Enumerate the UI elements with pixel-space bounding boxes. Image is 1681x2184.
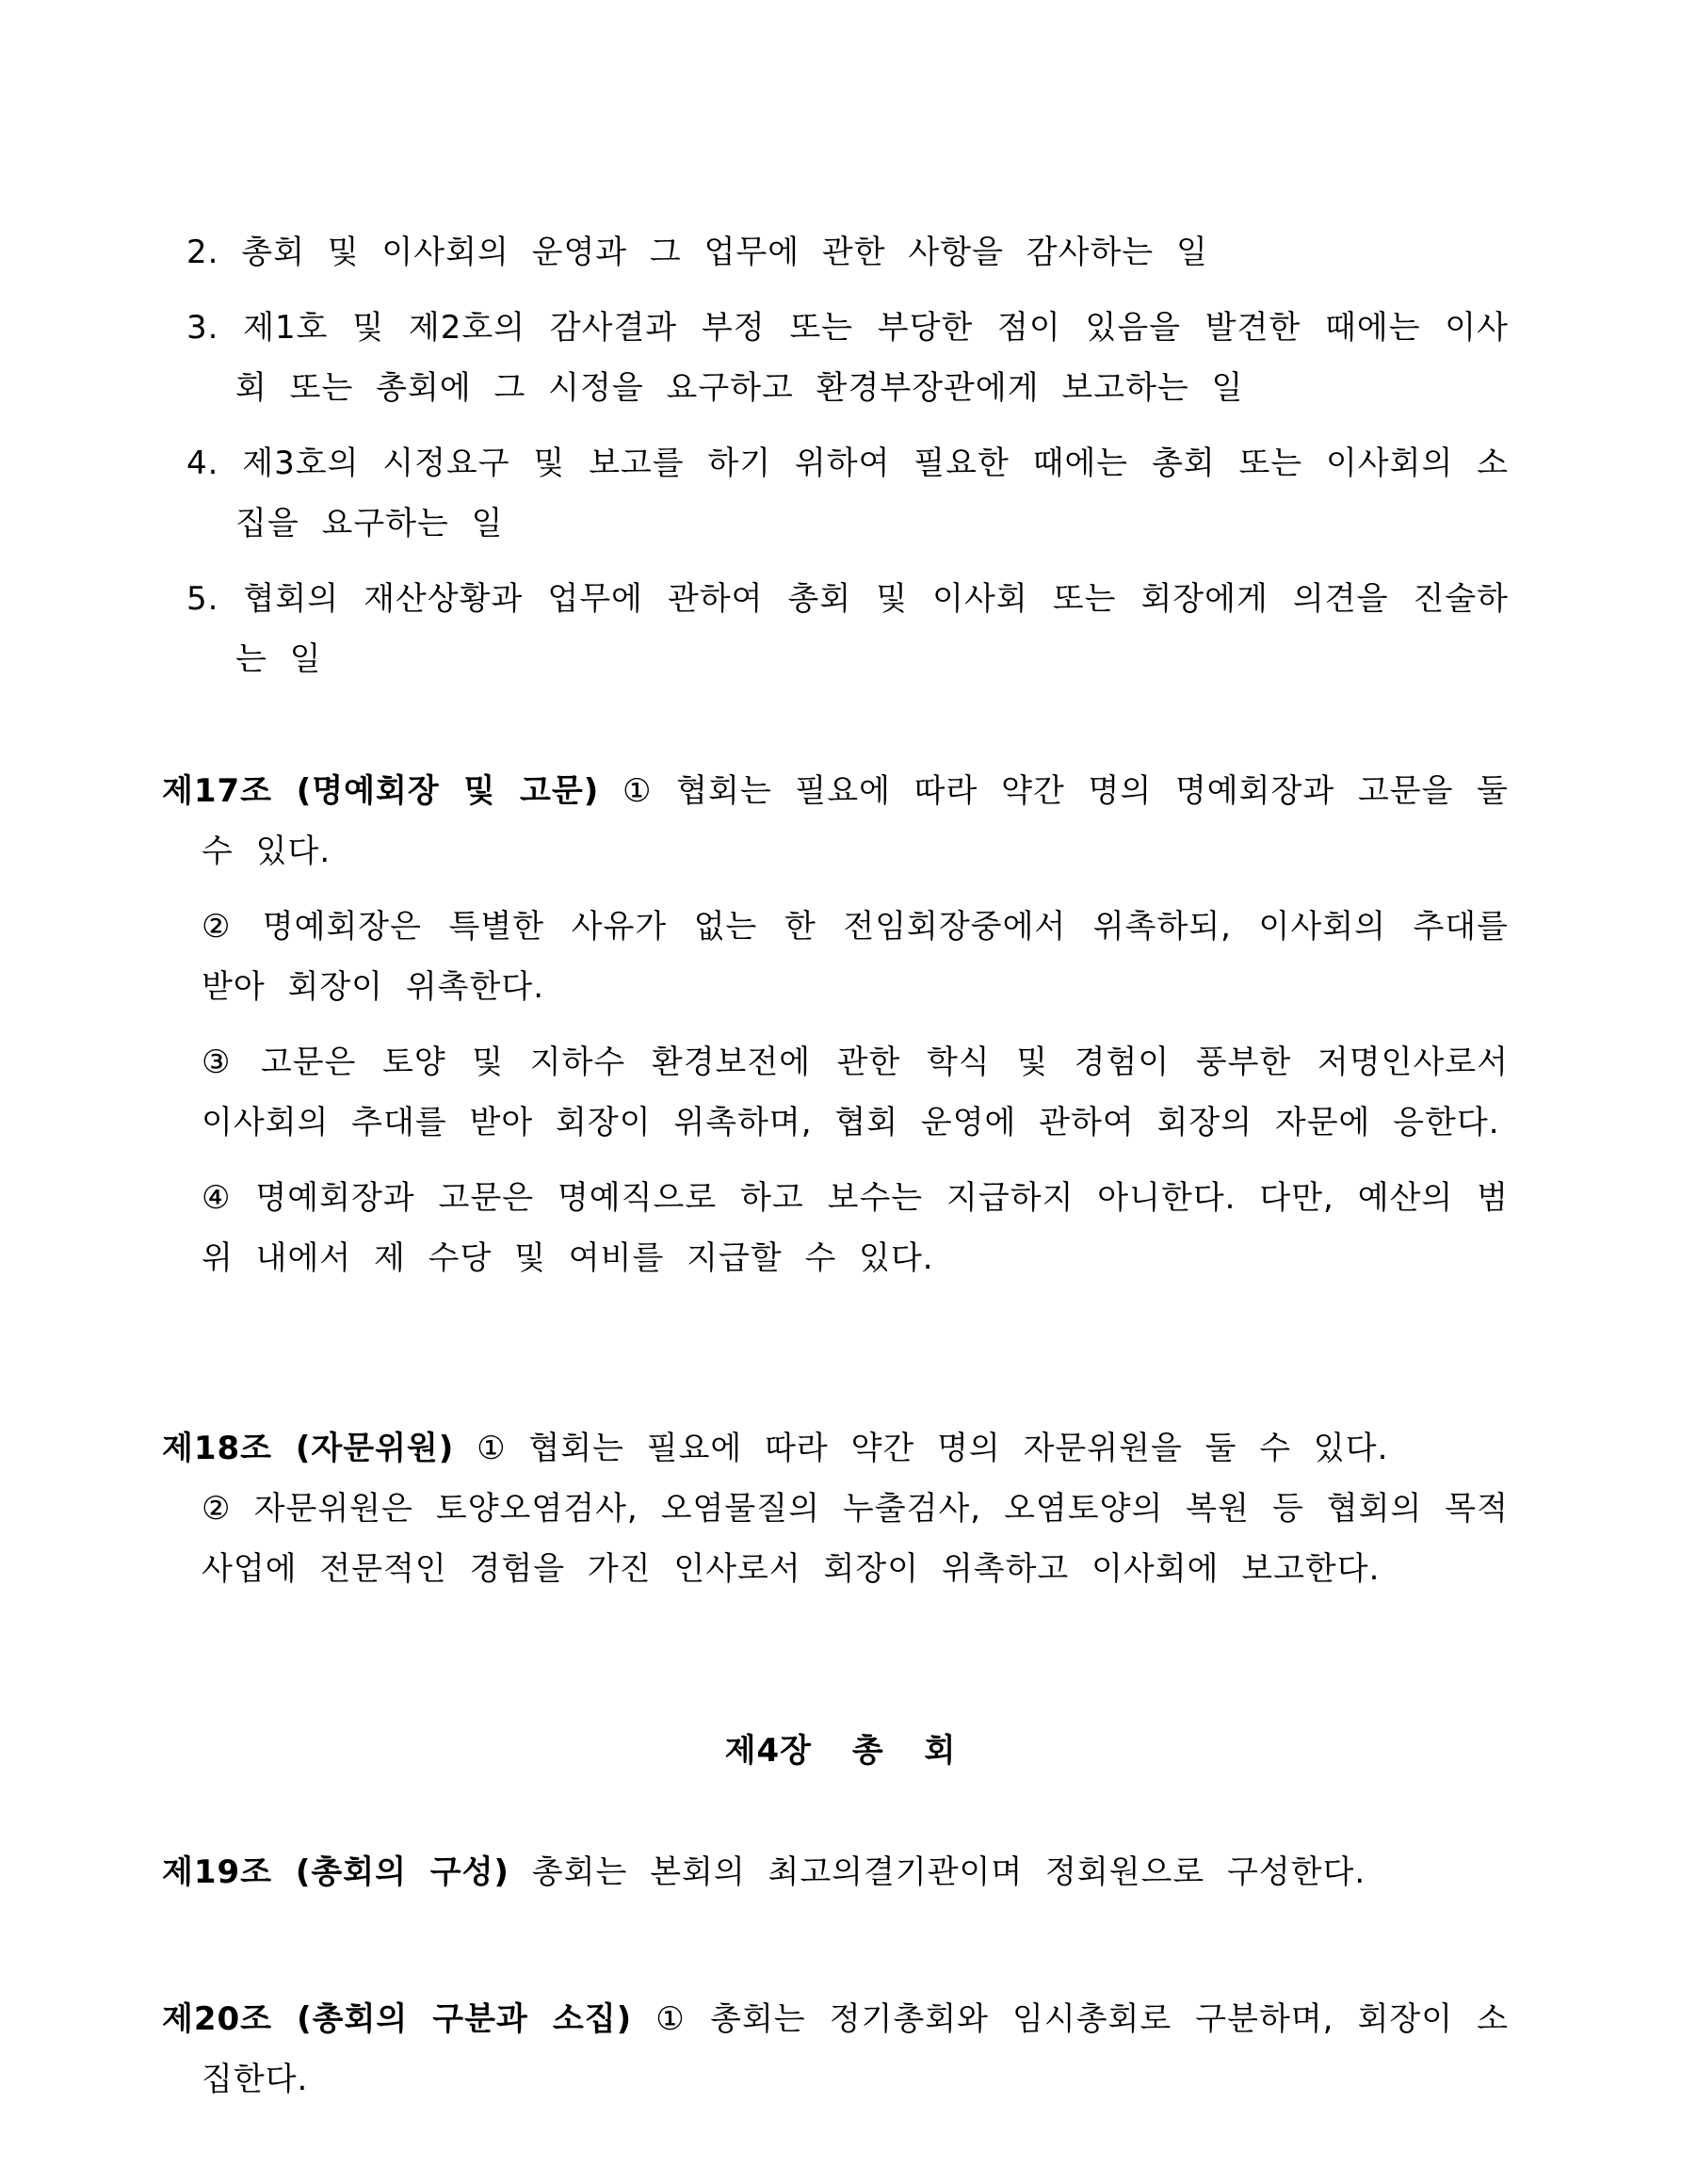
article-17-title: 제17조 (명예회장 및 고문) bbox=[162, 772, 600, 810]
item-text: 제1호 및 제2호의 감사결과 부정 또는 부당한 점이 있음을 발견한 때에는 이사회 또는 총회에 그 시정을 요구하고 환경부장관에게 보고하는 일 bbox=[235, 309, 1509, 407]
item-number: 5. bbox=[186, 580, 219, 618]
article-20-paragraph-1: ① 총회는 정기총회와 임시총회로 구분하며, 회장이 소집한다. bbox=[202, 2000, 1510, 2098]
article-17-paragraph-3: ③ 고문은 토양 및 지하수 환경보전에 관한 학식 및 경험이 풍부한 저명인사로서 이사회의 추대를 받아 회장이 위촉하며, 협회 운영에 관하여 회장의 자문에 응한다. bbox=[202, 1043, 1509, 1141]
article-18-lead bbox=[162, 1418, 1509, 1479]
article-20-lead bbox=[162, 1989, 1509, 2110]
article-19-text: 총회는 본회의 최고의결기관이며 정회원으로 구성한다. bbox=[531, 1853, 1366, 1891]
article-19-title: 제19조 (총회의 구성) bbox=[162, 1853, 509, 1891]
item-text: 제3호의 시정요구 및 보고를 하기 위하여 필요한 때에는 총회 또는 이사회의 소집을 요구하는 일 bbox=[235, 445, 1509, 542]
duties-list bbox=[162, 222, 1509, 689]
article-18 bbox=[162, 1418, 1509, 1599]
item-text: 협회의 재산상황과 업무에 관하여 총회 및 이사회 또는 회장에게 의견을 진술하는 일 bbox=[235, 580, 1509, 678]
article-19 bbox=[162, 1842, 1509, 1902]
article-18-title: 제18조 (자문위원) bbox=[162, 1430, 455, 1467]
list-item bbox=[186, 433, 1509, 554]
article-17-paragraph-4: ④ 명예회장과 고문은 명예직으로 하고 보수는 지급하지 아니한다. 다만, 예산의 범위 내에서 제 수당 및 여비를 지급할 수 있다. bbox=[202, 1179, 1509, 1277]
chapter-heading: 제4장 총 회 bbox=[724, 1732, 957, 1770]
article-17-paragraph-1: ① 협회는 필요에 따라 약간 명의 명예회장과 고문을 둘 수 있다. bbox=[202, 772, 1509, 870]
article-18-paragraph-1: ① 협회는 필요에 따라 약간 명의 자문위원을 둘 수 있다. bbox=[477, 1430, 1389, 1467]
item-number: 4. bbox=[186, 445, 219, 482]
item-number: 3. bbox=[186, 309, 219, 347]
article-17 bbox=[162, 761, 1509, 1288]
article-17-lead bbox=[162, 761, 1509, 882]
item-text: 총회 및 이사회의 운영과 그 업무에 관한 사항을 감사하는 일 bbox=[241, 234, 1208, 271]
list-item bbox=[186, 569, 1509, 689]
article-20-title: 제20조 (총회의 구분과 소집) bbox=[162, 2000, 633, 2038]
item-number: 2. bbox=[186, 234, 219, 271]
article-18-paragraph-2: ② 자문위원은 토양오염검사, 오염물질의 누출검사, 오염토양의 복원 등 협회의 목적사업에 전문적인 경험을 가진 인사로서 회장이 위촉하고 이사회에 보고한다. bbox=[202, 1490, 1509, 1588]
article-19-lead bbox=[162, 1842, 1509, 1902]
list-item bbox=[186, 222, 1509, 283]
article-17-paragraph-2: ② 명예회장은 특별한 사유가 없는 한 전임회장중에서 위촉하되, 이사회의 추대를 받아 회장이 위촉한다. bbox=[202, 908, 1509, 1006]
list-item bbox=[186, 298, 1509, 418]
article-20 bbox=[162, 1989, 1509, 2110]
